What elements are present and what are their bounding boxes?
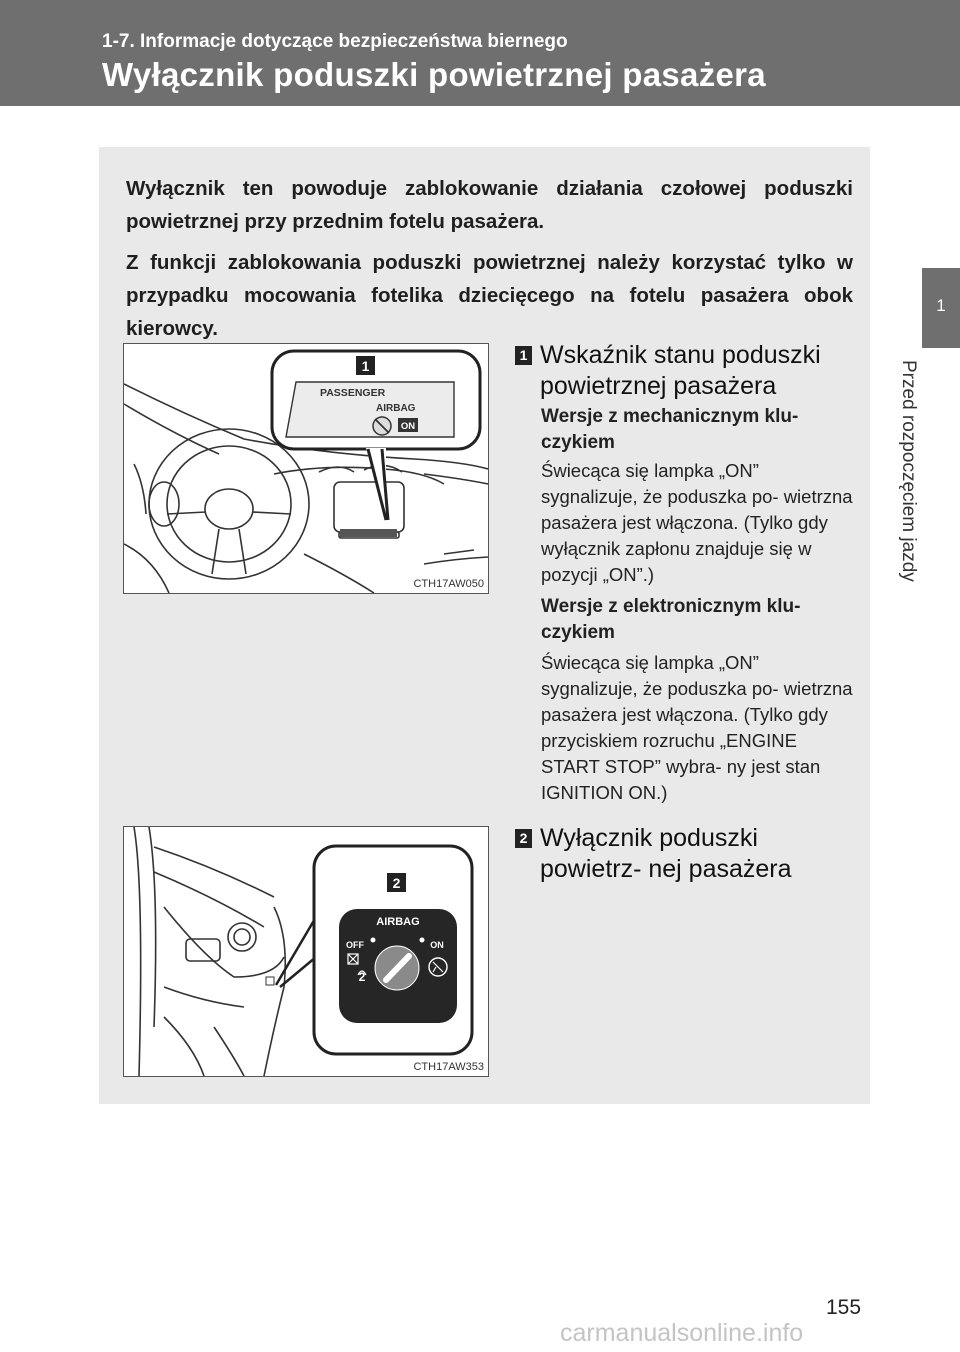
switch-two-label: 2 (358, 970, 366, 984)
intro-text (126, 172, 853, 353)
switch-on-label: ON (430, 940, 444, 950)
passenger-label: PASSENGER (320, 387, 386, 399)
chapter-name: Przed rozpoczęciem jazdy (898, 360, 919, 582)
airbag-switch-figure (123, 826, 489, 1077)
airbag-switch-illustration (124, 827, 488, 1076)
on-indicator-label: ON (400, 421, 416, 432)
item1-mech-text: Świecąca się lampka „ON” sygnalizuje, że poduszka po- wietrzna pasażera jest włączona. (Tylko gdy wyłącznik zapłonu znajduje się w pozycji „ON”.) (541, 460, 853, 585)
figure1-code: CTH17AW050 (413, 578, 484, 590)
page-title: Wyłącznik poduszki powietrznej pasażera (102, 56, 766, 93)
dashboard-illustration (124, 344, 488, 593)
chapter-vertical-label (897, 360, 927, 630)
dashboard-indicator-figure (123, 343, 489, 594)
item1-elec-text: Świecąca się lampka „ON” sygnalizuje, że poduszka po- wietrzna pasażera jest włączona. (Tylko gdy przyciskiem rozruchu „ENGINE START STOP” wybra- ny jest stan IGNITION ON.) (541, 652, 853, 803)
airbag-off-symbol-icon (373, 417, 391, 435)
intro-paragraph-1: Wyłącznik ten powoduje zablokowanie działania czołowej poduszki powietrznej przy przednim fotelu pasażera. (126, 177, 853, 233)
chapter-tab-number: 1 (936, 296, 946, 315)
chapter-tab (922, 268, 960, 348)
item2-title: Wyłącznik poduszki powietrz- nej pasażera (540, 824, 792, 883)
item1-elec-heading: Wersje z elektronicznym klu- czykiem (541, 596, 801, 643)
page-header (0, 0, 932, 106)
item1-title: Wskaźnik stanu poduszki powietrznej pasażera (540, 341, 821, 400)
switch-airbag-label: AIRBAG (376, 916, 420, 928)
figure2-code: CTH17AW353 (413, 1061, 484, 1073)
airbag-label: AIRBAG (376, 403, 416, 414)
watermark: carmanualsonline.info (560, 1319, 804, 1347)
section-title: 1-7. Informacje dotyczące bezpieczeństwa biernego (102, 31, 568, 52)
figure1-callout-number: 1 (361, 358, 370, 374)
figure2-callout-number: 2 (392, 875, 401, 891)
item2-number-badge: 2 (515, 829, 532, 848)
intro-paragraph-2: Z funkcji zablokowania poduszki powietrznej należy korzystać tylko w przypadku mocowania fotelika dziecięcego na fotelu pasażera obok kierowcy. (126, 251, 853, 340)
item1-mech-heading: Wersje z mechanicznym klu- czykiem (541, 406, 799, 453)
switch-off-label: OFF (346, 940, 364, 950)
item1-number-badge: 1 (515, 346, 532, 365)
side-tab-top (932, 0, 960, 106)
page-number: 155 (826, 1296, 862, 1319)
